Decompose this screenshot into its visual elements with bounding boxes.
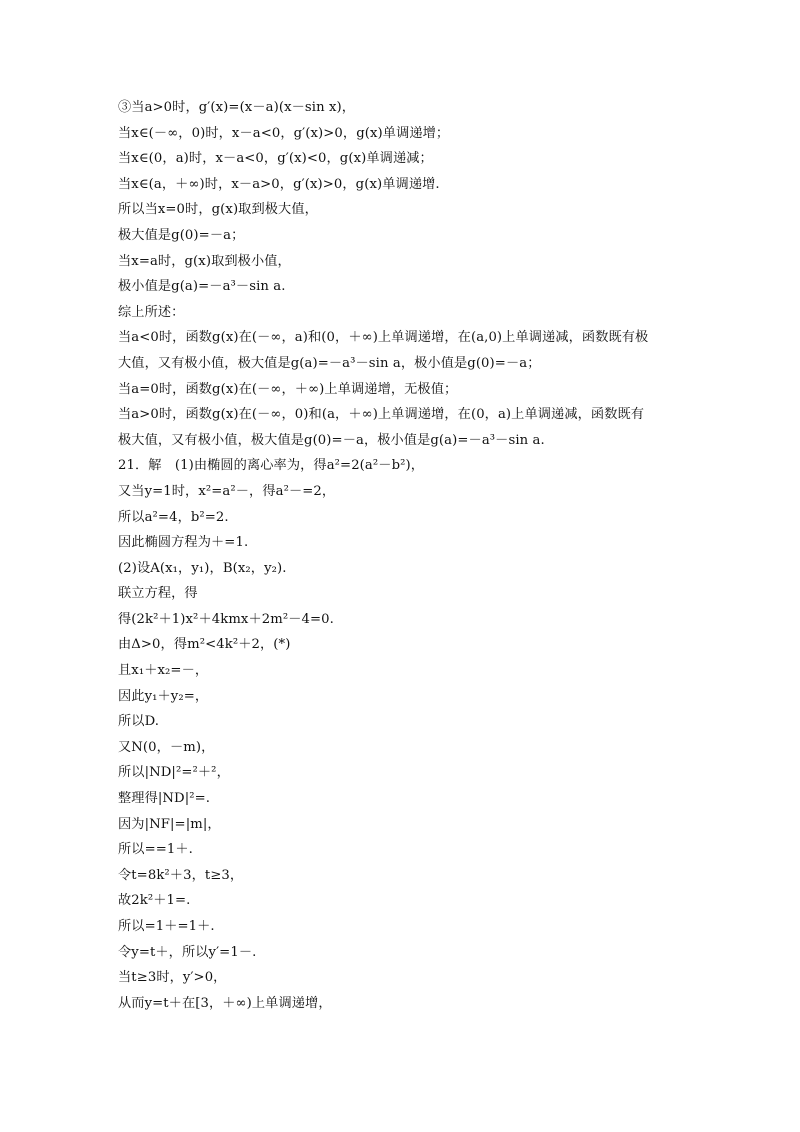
text-line: 联立方程，得 (118, 586, 198, 602)
text-line: 当a<0时，函数g(x)在(－∞，a)和(0，＋∞)上单调递增，在(a,0)上单调递减，函数既有极 (118, 330, 649, 346)
text-line: 因此y₁＋y₂=， (118, 688, 209, 704)
text-line: 当x∈(a，＋∞)时，x－a>0，g′(x)>0，g(x)单调递增. (118, 176, 440, 192)
text-line: 所以=1＋=1＋. (118, 919, 215, 934)
text-line: 当t≥3时，y′>0， (118, 970, 227, 986)
text-line: 从而y=t＋在[3，＋∞)上单调递增， (118, 995, 332, 1011)
text-line: 当x∈(0，a)时，x－a<0，g′(x)<0，g(x)单调递减； (118, 151, 433, 167)
text-line: 所以当x=0时，g(x)取到极大值， (118, 202, 318, 218)
text-line: 当x∈(－∞，0)时，x－a<0，g′(x)>0，g(x)单调递增； (118, 125, 450, 141)
text-line: 故2k²＋1=. (118, 893, 191, 909)
text-line: 所以a²=4，b²=2. (118, 509, 229, 525)
text-line: 综上所述： (118, 304, 185, 320)
text-line: 当a>0时，函数g(x)在(－∞，0)和(a，＋∞)上单调递增，在(0，a)上单调递减，函数既有 (118, 407, 645, 423)
text-line: 得(2k²＋1)x²＋4kmx＋2m²－4=0. (118, 611, 334, 627)
text-line: 因为|NF|=|m|， (118, 816, 221, 832)
solution-text (118, 95, 688, 1016)
text-line: ③当a>0时，g′(x)=(x－a)(x－sin x)， (118, 100, 356, 115)
text-line: 极大值，又有极小值，极大值是g(0)=－a，极小值是g(a)=－a³－sin a. (118, 432, 545, 448)
text-line: 由Δ>0，得m²<4k²＋2，(*) (118, 637, 291, 653)
text-line: 令y=t＋，所以y′=1－. (118, 944, 257, 960)
text-line: 整理得|ND|²=. (118, 791, 211, 807)
text-line: 因此椭圆方程为＋=1. (118, 535, 249, 551)
text-line: 所以==1＋. (118, 842, 193, 858)
text-line: 当a=0时，函数g(x)在(－∞，＋∞)上单调递增，无极值； (118, 381, 458, 397)
text-line: 令t=8k²＋3，t≥3， (118, 867, 244, 883)
text-line: 所以|ND|²=²＋²， (118, 765, 230, 781)
text-line: 大值，又有极小值，极大值是g(a)=－a³－sin a，极小值是g(0)=－a； (118, 355, 541, 371)
text-line: 又当y=1时，x²=a²－，得a²－=2， (118, 483, 336, 499)
text-line: 极小值是g(a)=－a³－sin a. (118, 279, 286, 295)
text-line: 21．解 (1)由椭圆的离心率为，得a²=2(a²－b²)， (118, 458, 425, 474)
text-line: 当x=a时，g(x)取到极小值， (118, 253, 291, 269)
text-line: (2)设A(x₁，y₁)，B(x₂，y₂). (118, 560, 287, 576)
text-line: 所以D. (118, 714, 160, 730)
text-line: 且x₁＋x₂=－， (118, 663, 209, 679)
text-line: 极大值是g(0)=－a； (118, 227, 245, 243)
text-line: 又N(0，－m)， (118, 739, 215, 755)
